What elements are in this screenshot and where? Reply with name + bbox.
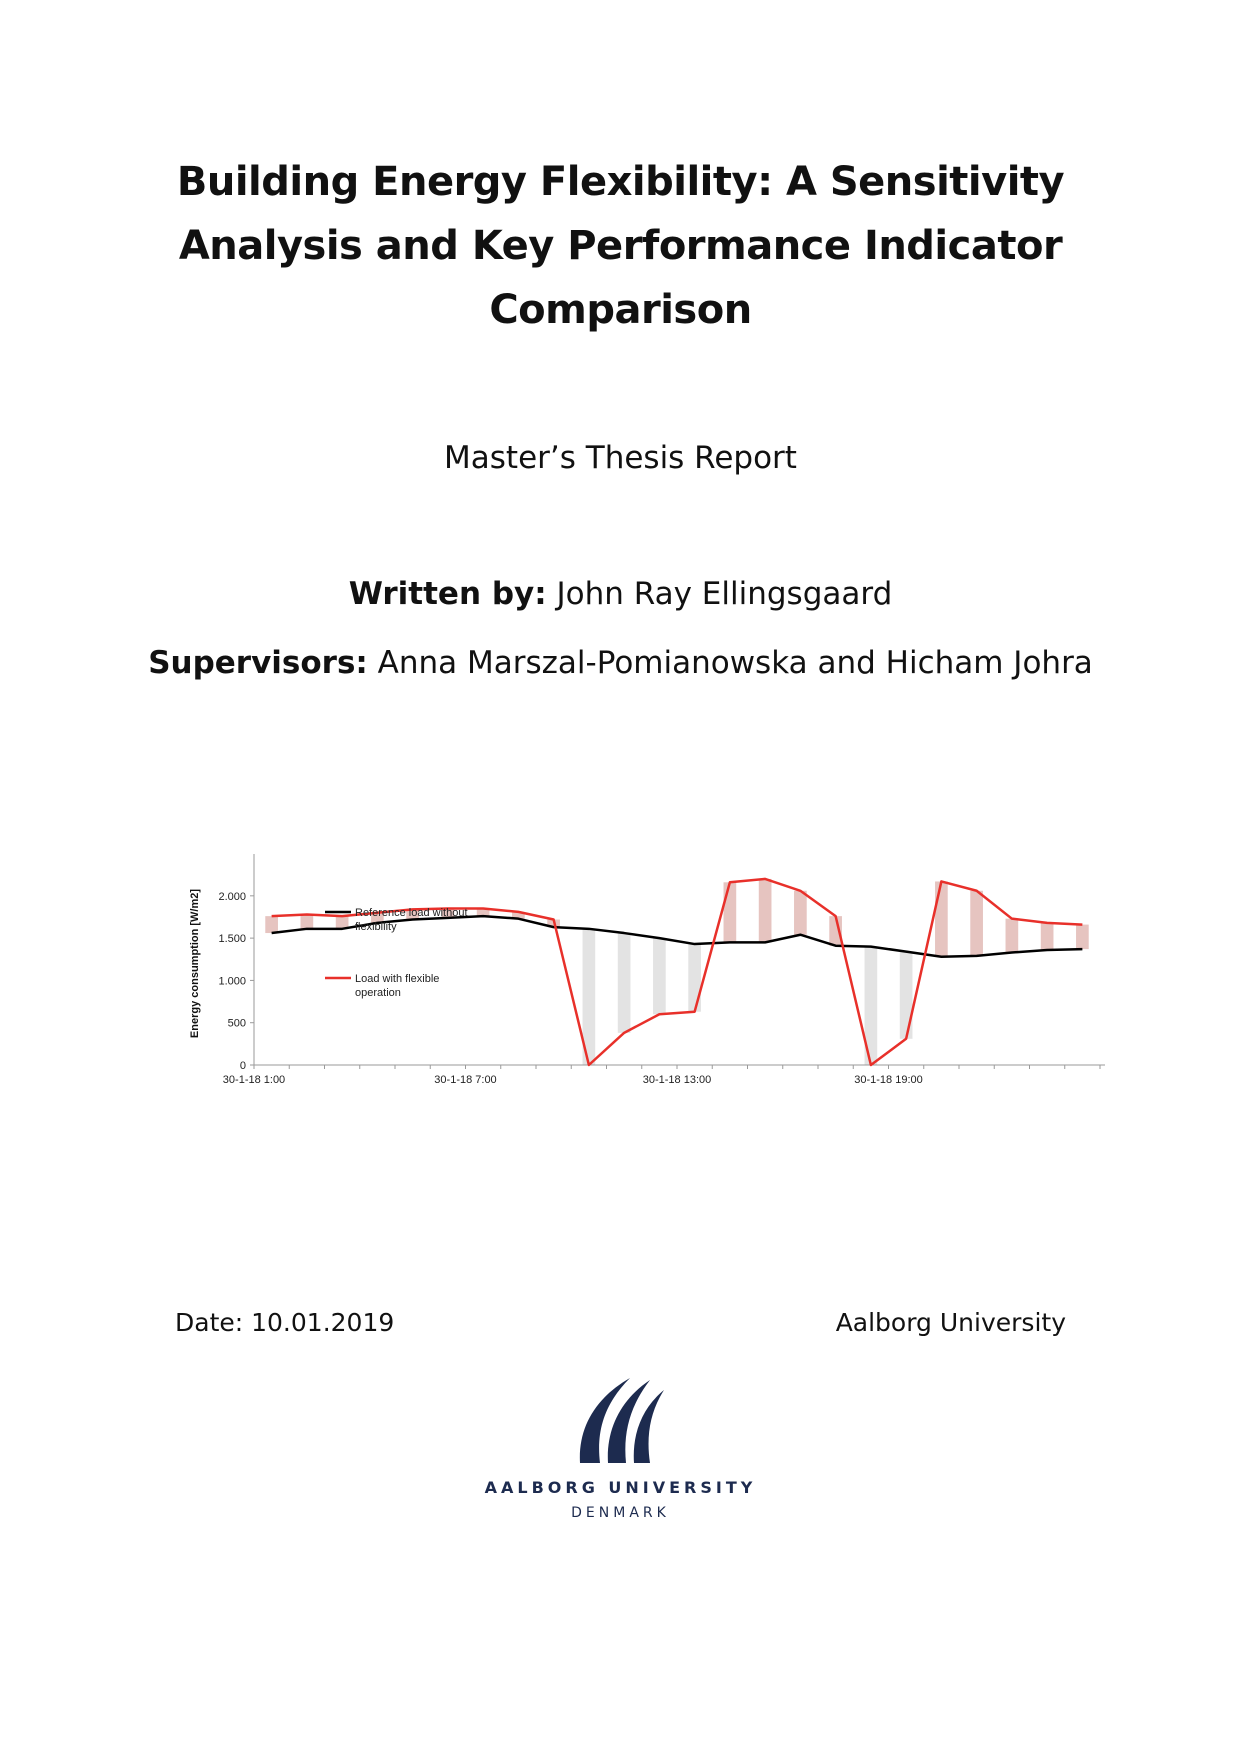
document-subtitle: Master’s Thesis Report — [444, 440, 797, 476]
difference-bar — [265, 916, 278, 933]
legend-label: operation — [355, 987, 401, 999]
date-text: Date: 10.01.2019 — [175, 1308, 395, 1337]
x-tick-label: 30-1-18 19:00 — [854, 1074, 923, 1086]
difference-bar — [935, 881, 948, 956]
y-tick-label: 500 — [227, 1017, 246, 1030]
y-tick-label: 1.000 — [218, 975, 246, 988]
logo-country: DENMARK — [571, 1505, 670, 1521]
difference-bar — [794, 891, 807, 935]
supervisors-label: Supervisors: — [148, 645, 368, 681]
difference-bar — [1006, 919, 1019, 953]
y-tick-label: 2.000 — [218, 890, 246, 903]
x-tick-label: 30-1-18 1:00 — [222, 1074, 286, 1086]
y-tick-label: 1.500 — [218, 933, 246, 946]
difference-bar — [970, 891, 983, 956]
difference-bar — [724, 882, 737, 942]
difference-bar — [759, 879, 772, 942]
difference-bar — [900, 952, 913, 1039]
author-line — [0, 576, 1241, 612]
title-line-1: Building Energy Flexibility: A Sensitivity — [176, 159, 1065, 205]
logo-wordmark: AALBORG UNIVERSITY — [484, 1478, 757, 1497]
author-label: Written by: — [348, 576, 547, 612]
x-tick-label: 30-1-18 13:00 — [642, 1074, 712, 1086]
difference-bar — [618, 933, 631, 1033]
legend-label: Reference load without — [355, 907, 468, 919]
load-chart-svg — [180, 850, 1110, 1090]
difference-bar — [653, 938, 666, 1014]
difference-bar — [301, 914, 314, 928]
supervisors-line — [0, 645, 1241, 681]
difference-bar — [688, 944, 701, 1012]
author-name: John Ray Ellingsgaard — [556, 576, 893, 612]
legend-label: Load with flexible — [355, 973, 440, 985]
title-line-2: Analysis and Key Performance Indicator — [178, 223, 1063, 269]
aalborg-university-logo-icon — [560, 1368, 680, 1468]
y-axis-label: Energy consumption [W/m2] — [189, 888, 201, 1039]
title-line-3: Comparison — [489, 287, 752, 333]
y-tick-label: 0 — [239, 1060, 246, 1072]
document-title — [120, 150, 1121, 342]
load-chart — [180, 850, 1110, 1090]
legend-label: flexibility — [355, 921, 397, 933]
x-tick-label: 30-1-18 7:00 — [434, 1074, 497, 1086]
university-text: Aalborg University — [835, 1308, 1066, 1337]
supervisors-names: Anna Marszal-Pomianowska and Hicham Johra — [377, 645, 1093, 681]
difference-bar — [1076, 925, 1089, 950]
difference-bar — [1041, 923, 1054, 950]
